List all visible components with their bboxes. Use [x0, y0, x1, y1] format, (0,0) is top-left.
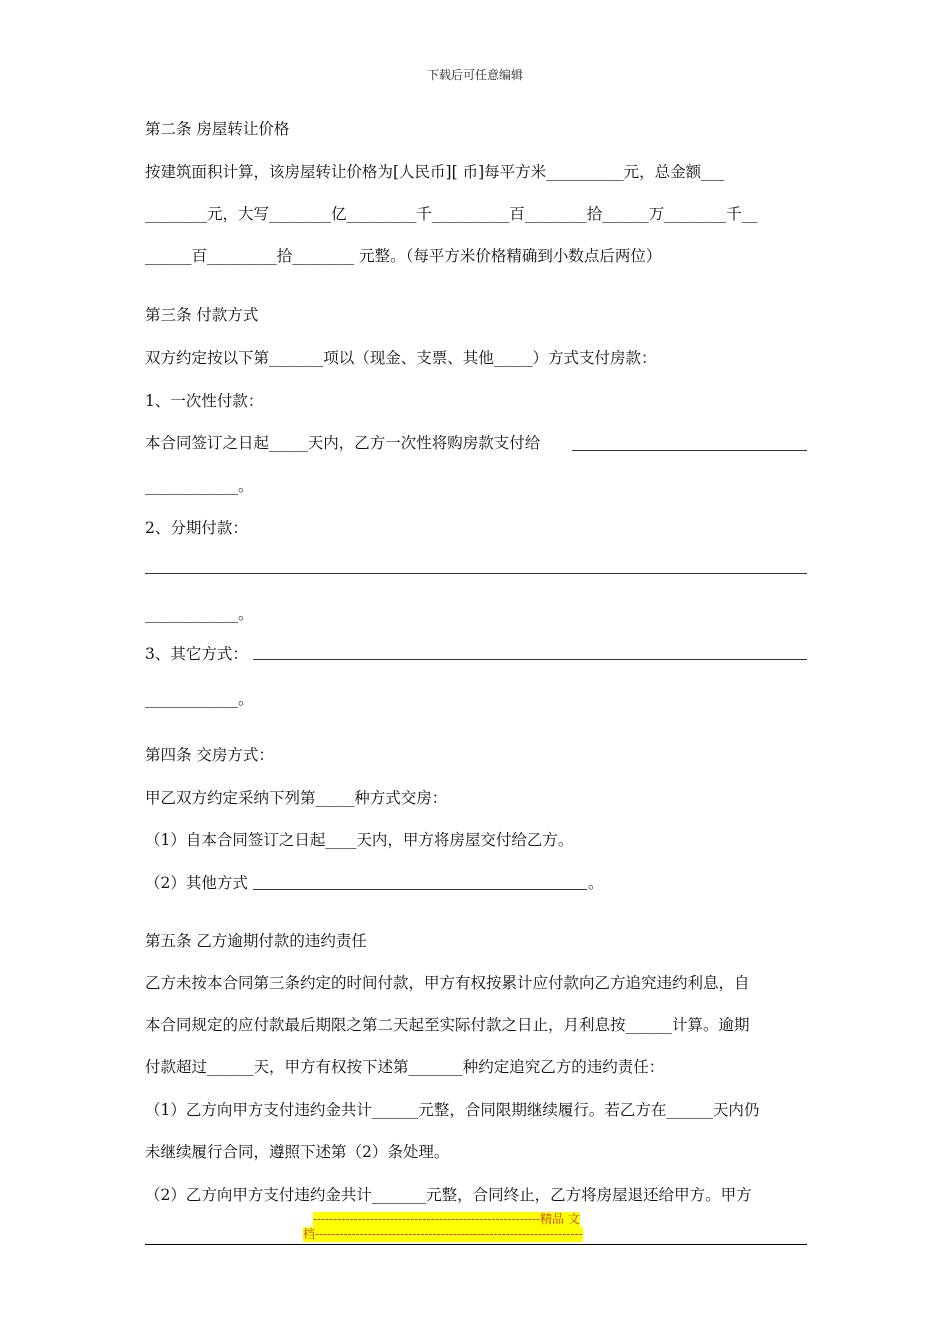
- footer-watermark-line-1: --------------------------------------------------------精品 文: [313, 1212, 580, 1226]
- handover-option-2-end: 。: [588, 874, 604, 892]
- breach-line-2: 本合同规定的应付款最后期限之第二天起至实际付款之日止，月利息按______计算。逾期: [145, 1016, 750, 1034]
- footer-rule: [145, 1244, 807, 1245]
- breach-line-1: 乙方未按本合同第三条约定的时间付款，甲方有权按累计应付款向乙方追究违约利息，自: [145, 974, 750, 992]
- price-line-2: ________元，大写________亿_________千__________百________拾______万________千__: [145, 205, 758, 223]
- price-line-1: 按建筑面积计算，该房屋转让价格为[人民币][ 币]每平方米__________元，总金额___: [145, 163, 725, 181]
- other-method-blank-rule: [253, 659, 807, 660]
- breach-option-1-line-2: 未继续履行合同，遵照下述第（2）条处理。: [145, 1143, 450, 1161]
- lump-sum-blank-rule: [572, 450, 807, 451]
- lump-sum-line-end: ____________。: [145, 477, 254, 495]
- handover-choice-line: 甲乙双方约定采纳下列第_____种方式交房：: [145, 789, 448, 807]
- handover-other-blank-rule: [253, 889, 587, 890]
- footer-watermark-line-2: 档------------------------------------------------------------------: [303, 1227, 583, 1241]
- article-2-heading: 第二条 房屋转让价格: [145, 120, 290, 138]
- installment-label: 2、分期付款：: [145, 519, 248, 537]
- breach-option-2-line-1: （2）乙方向甲方支付违约金共计_______元整，合同终止，乙方将房屋退还给甲方。甲方: [145, 1186, 752, 1204]
- installment-blank-rule: [145, 573, 807, 574]
- article-4-heading: 第四条 交房方式：: [145, 746, 274, 764]
- other-method-label: 3、其它方式：: [145, 645, 248, 663]
- article-3-heading: 第三条 付款方式: [145, 306, 259, 324]
- lump-sum-label: 1、一次性付款：: [145, 392, 264, 410]
- payment-method-line: 双方约定按以下第_______项以（现金、支票、其他_____）方式支付房款：: [145, 349, 657, 367]
- lump-sum-line: 本合同签订之日起_____天内，乙方一次性将购房款支付给: [145, 434, 541, 452]
- other-method-line-end: ____________。: [145, 690, 254, 708]
- price-line-3: ______百_________拾________ 元整。（每平方米价格精确到小数点后两位）: [145, 247, 662, 265]
- breach-line-3: 付款超过______天，甲方有权按下述第_______种约定追究乙方的违约责任：: [145, 1058, 665, 1076]
- installment-line-end: ____________。: [145, 605, 254, 623]
- breach-option-1-line-1: （1）乙方向甲方支付违约金共计______元整，合同限期继续履行。若乙方在______天内仍: [145, 1101, 760, 1119]
- handover-option-1: （1）自本合同签订之日起____天内，甲方将房屋交付给乙方。: [145, 831, 574, 849]
- page-header: 下载后可任意编辑: [426, 68, 523, 82]
- handover-option-2: （2）其他方式: [145, 874, 248, 892]
- article-5-heading: 第五条 乙方逾期付款的违约责任: [145, 932, 367, 950]
